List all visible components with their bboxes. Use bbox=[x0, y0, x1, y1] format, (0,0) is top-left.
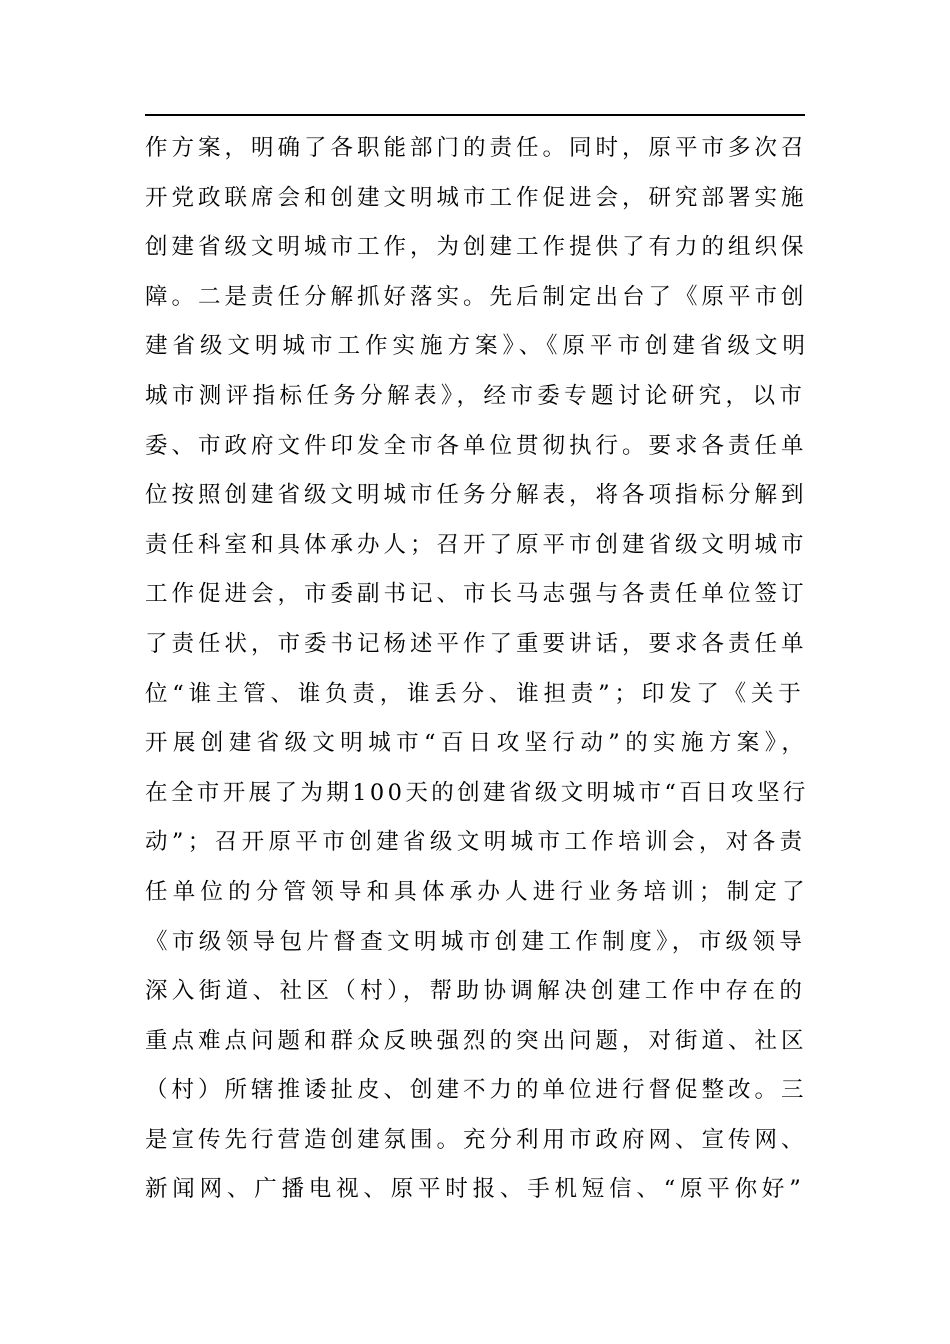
header-rule bbox=[145, 114, 805, 116]
text-line-1: 作方案，明确了各职能部门的责任。同时，原平市多次召 bbox=[145, 135, 808, 161]
text-line-20: （村）所辖推诿扯皮、创建不力的单位进行督促整改。三 bbox=[145, 1077, 808, 1104]
text-line-4: 障。二是责任分解抓好落实。先后制定出台了《原平市创 bbox=[145, 283, 808, 310]
text-line-3: 创建省级文明城市工作，为创建工作提供了有力的组织保 bbox=[145, 234, 808, 261]
text-line-13: 开展创建省级文明城市“百日攻坚行动”的实施方案》， bbox=[145, 730, 810, 757]
text-line-6: 城市测评指标任务分解表》，经市委专题讨论研究，以市 bbox=[145, 382, 807, 409]
text-line-12: 位“谁主管、谁负责，谁丢分、谁担责”；印发了《关于 bbox=[145, 680, 806, 707]
text-line-14: 在全市开展了为期100天的创建省级文明城市“百日攻坚行 bbox=[145, 779, 809, 806]
text-line-9: 责任科室和具体承办人；召开了原平市创建省级文明城市 bbox=[145, 531, 808, 558]
text-line-21: 是宣传先行营造创建氛围。充分利用市政府网、宣传网、 bbox=[145, 1126, 808, 1153]
body-text bbox=[145, 124, 810, 1215]
text-line-2: 开党政联席会和创建文明城市工作促进会，研究部署实施 bbox=[145, 184, 808, 211]
text-line-16: 任单位的分管领导和具体承办人进行业务培训；制定了 bbox=[145, 878, 810, 905]
text-line-17: 《市级领导包片督查文明城市创建工作制度》，市级领导 bbox=[145, 928, 807, 955]
text-line-11: 了责任状，市委书记杨述平作了重要讲话，要求各责任单 bbox=[145, 630, 808, 657]
text-line-10: 工作促进会，市委副书记、市长马志强与各责任单位签订 bbox=[145, 581, 808, 608]
text-line-15: 动”；召开原平市创建省级文明城市工作培训会，对各责 bbox=[145, 829, 807, 856]
text-line-8: 位按照创建省级文明城市任务分解表，将各项指标分解到 bbox=[145, 482, 808, 509]
text-line-19: 重点难点问题和群众反映强烈的突出问题，对街道、社区 bbox=[145, 1027, 808, 1054]
text-line-5: 建省级文明城市工作实施方案》、《原平市创建省级文明 bbox=[145, 333, 811, 360]
text-line-22: 新闻网、广播电视、原平时报、手机短信、“原平你好” bbox=[145, 1176, 806, 1203]
text-line-7: 委、市政府文件印发全市各单位贯彻执行。要求各责任单 bbox=[145, 432, 808, 459]
text-line-18: 深入街道、社区（村），帮助协调解决创建工作中存在的 bbox=[145, 978, 807, 1005]
